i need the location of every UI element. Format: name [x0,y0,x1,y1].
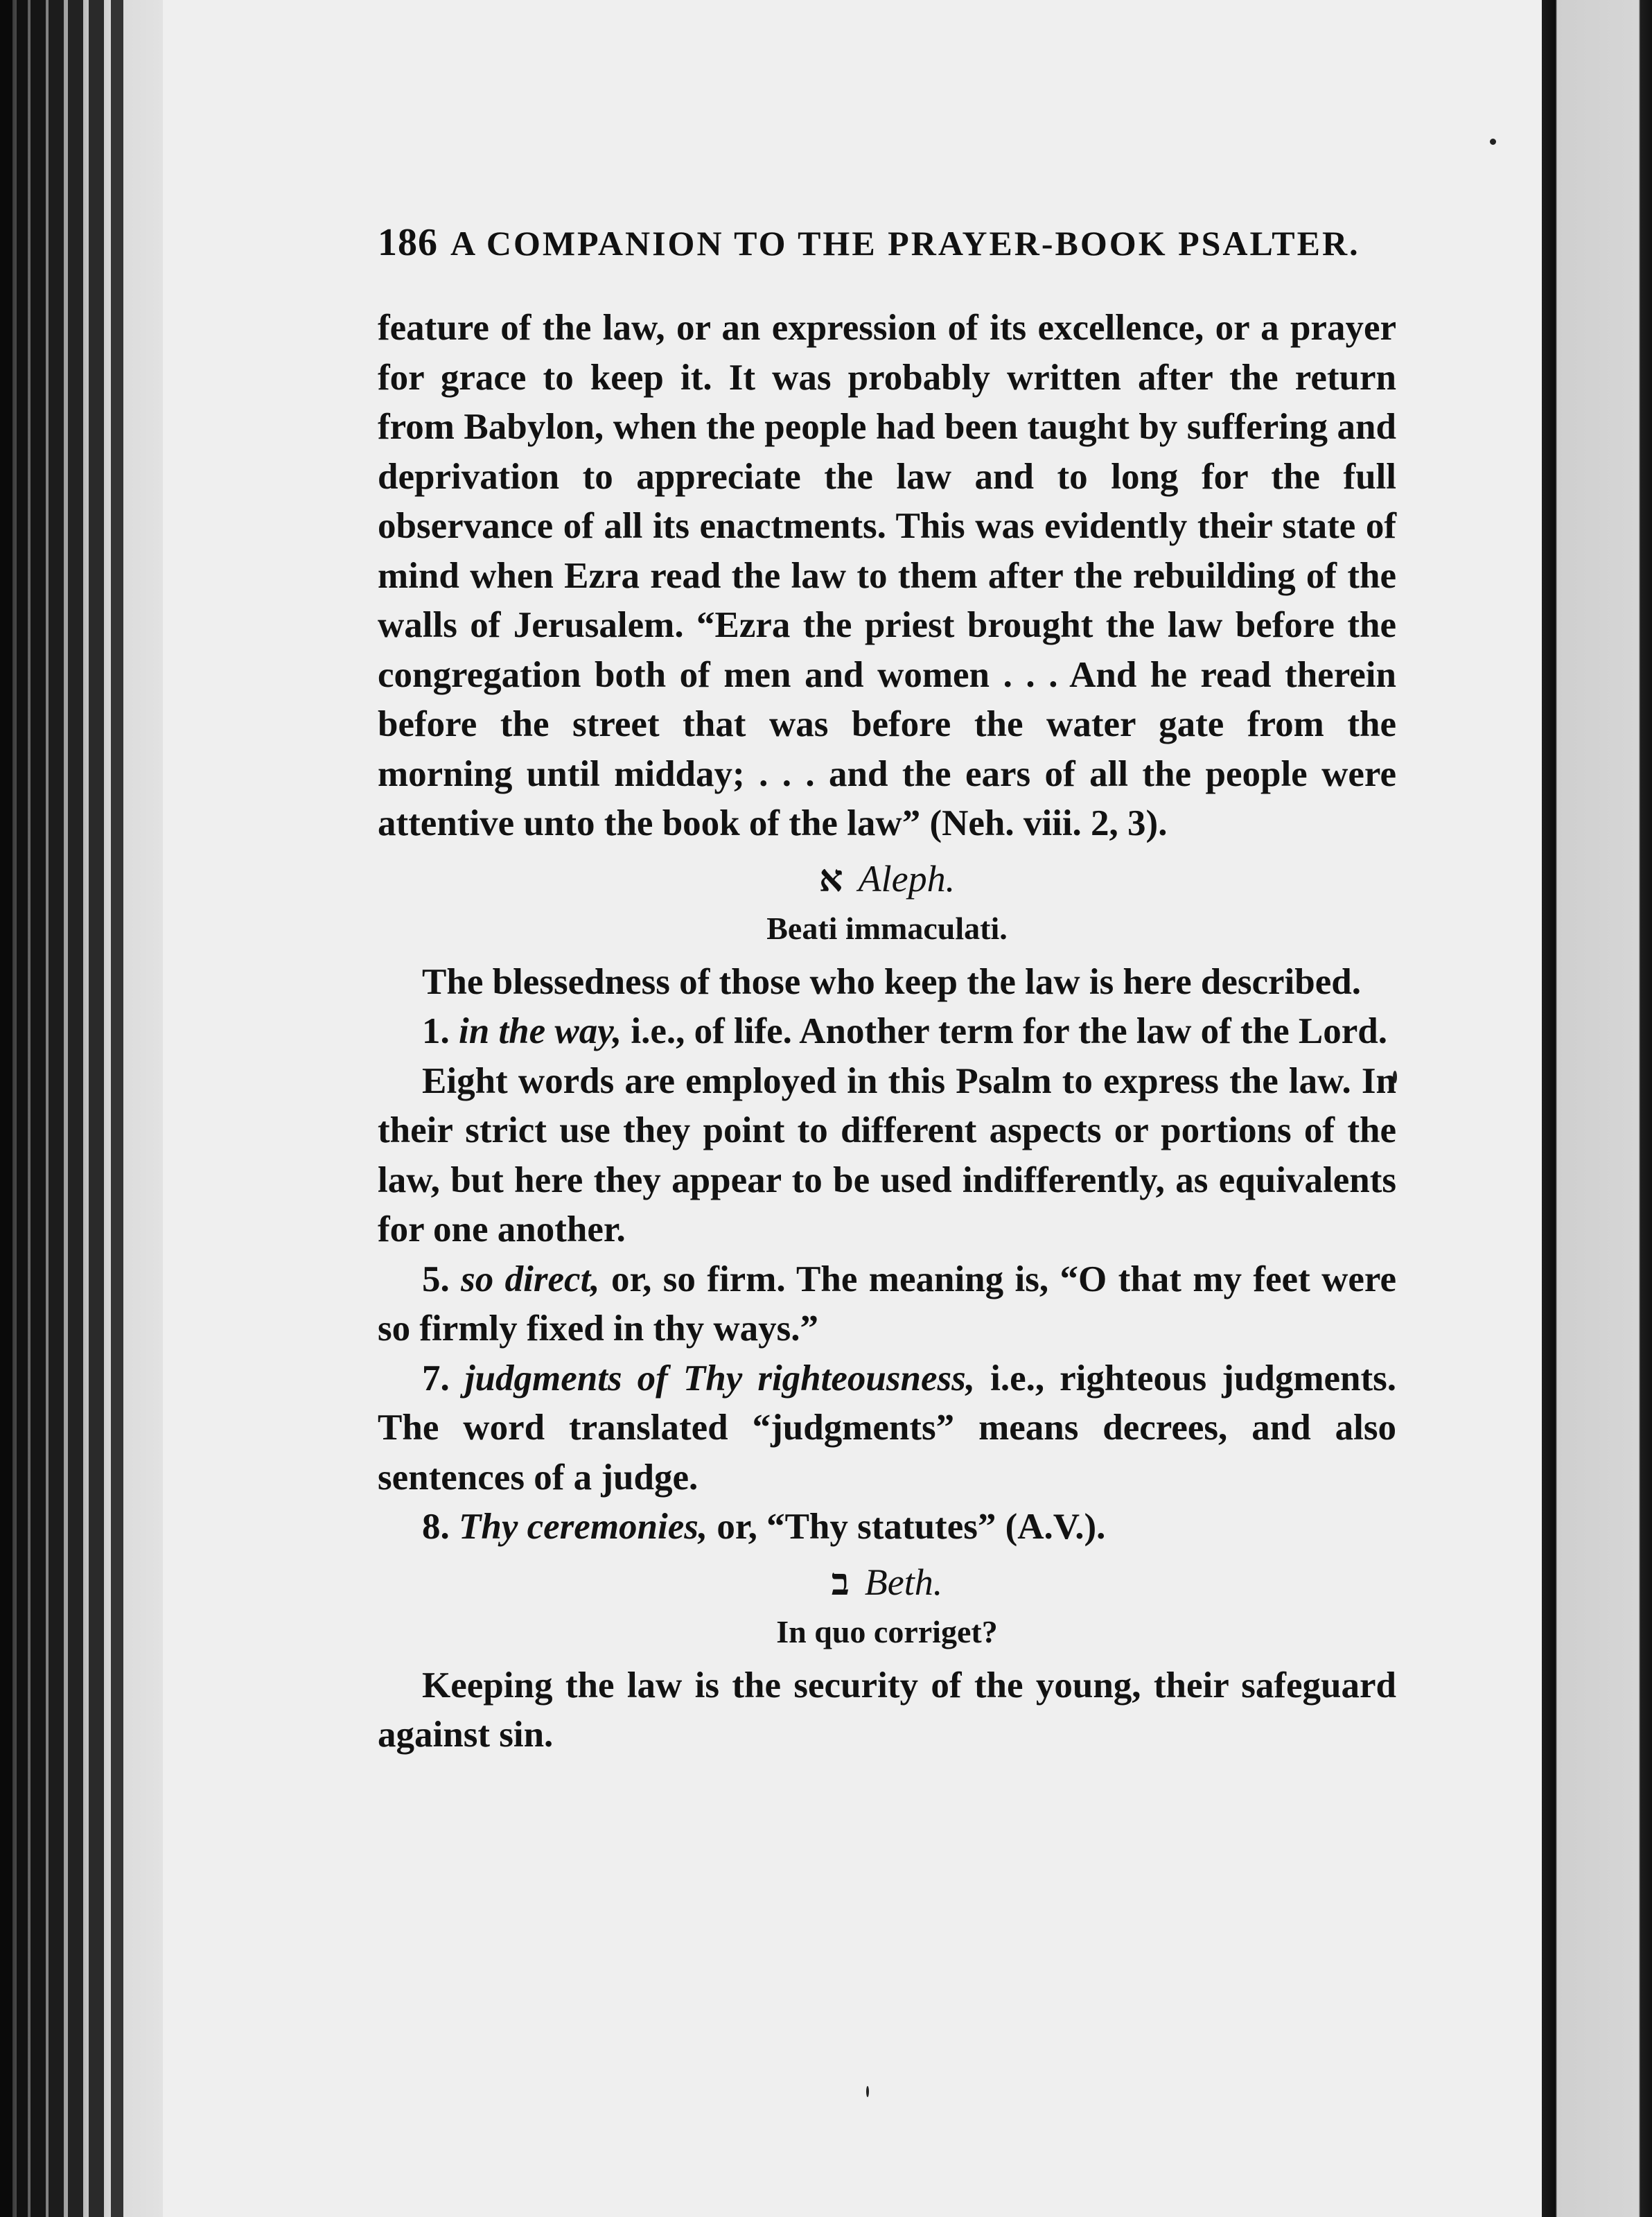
aleph-summary: The blessedness of those who keep the law is here described. [422,961,1361,1002]
section-heading-beth [378,1558,1396,1608]
intro-paragraph: feature of the law, or an expression of its excellence, or a prayer for grace to keep it. It was probably written after the return from Babylon, when the people had been taught by suffering and deprivation to appreciate the law and to long for the full observance of all its enactments. This was evidently their state of mind when Ezra read the law to them after the rebuilding of the walls of Jerusalem. “Ezra the priest brought the law before the congregation both of men and women . . . And he read therein before the street that was before the water gate from the morning until midday; . . . and the ears of all the people were attentive unto the book of the law” (Neh. viii. 2, 3). [378,308,1396,843]
note-verse-7 [378,1354,1396,1503]
hebrew-letter-beth: ב [831,1561,850,1603]
note-verse-5 [378,1255,1396,1354]
page-number: 186 [378,221,438,264]
note-text: i.e., of life. Another term for the law of the Lord. [631,1011,1388,1051]
note-number: 8. [422,1507,450,1547]
note-number: 1. [422,1011,450,1051]
beth-summary: Keeping the law is the security of the young, their safeguard against sin. [378,1665,1396,1755]
book-spine-edge [0,0,163,2217]
facing-page-edge [1542,0,1652,2217]
latin-incipit-aleph: Beati immaculati. [766,911,1008,946]
running-head [378,220,1389,265]
section-name-aleph: Aleph. [858,857,956,900]
note-verse-1 [378,1007,1396,1057]
note-number: 7. [422,1358,450,1399]
note-number: 5. [422,1259,450,1299]
note-phrase: so direct, [461,1259,600,1299]
section-heading-aleph [378,855,1396,904]
note-text: or, “Thy statutes” (A.V.). [717,1507,1106,1547]
note-phrase: in the way, [459,1011,622,1051]
note-text: i.e., righteous judgments. The word translated “judgments” means decrees, and also sentences of a judge. [378,1358,1397,1498]
running-title: A COMPANION TO THE PRAYER-BOOK PSALTER. [450,224,1360,263]
main-text [378,304,1396,1760]
latin-incipit-beth: In quo corriget? [776,1614,998,1649]
hebrew-letter-aleph: א [818,857,843,900]
note-phrase: Thy ceremonies, [459,1507,708,1547]
dust-speck [866,2086,869,2097]
note-phrase: judgments of Thy righteousness, [464,1358,976,1399]
section-name-beth: Beth. [864,1561,943,1603]
note-text: or, so firm. The meaning is, “O that my feet were so firmly fixed in thy ways.” [378,1259,1397,1349]
eight-words-paragraph: Eight words are employed in this Psalm to express the law. In their strict use they point to different aspects or portions of the law, but here they appear to be used indifferently, as equivalents for one another. [378,1060,1396,1250]
note-verse-8 [378,1502,1396,1552]
dust-speck [1490,139,1496,145]
